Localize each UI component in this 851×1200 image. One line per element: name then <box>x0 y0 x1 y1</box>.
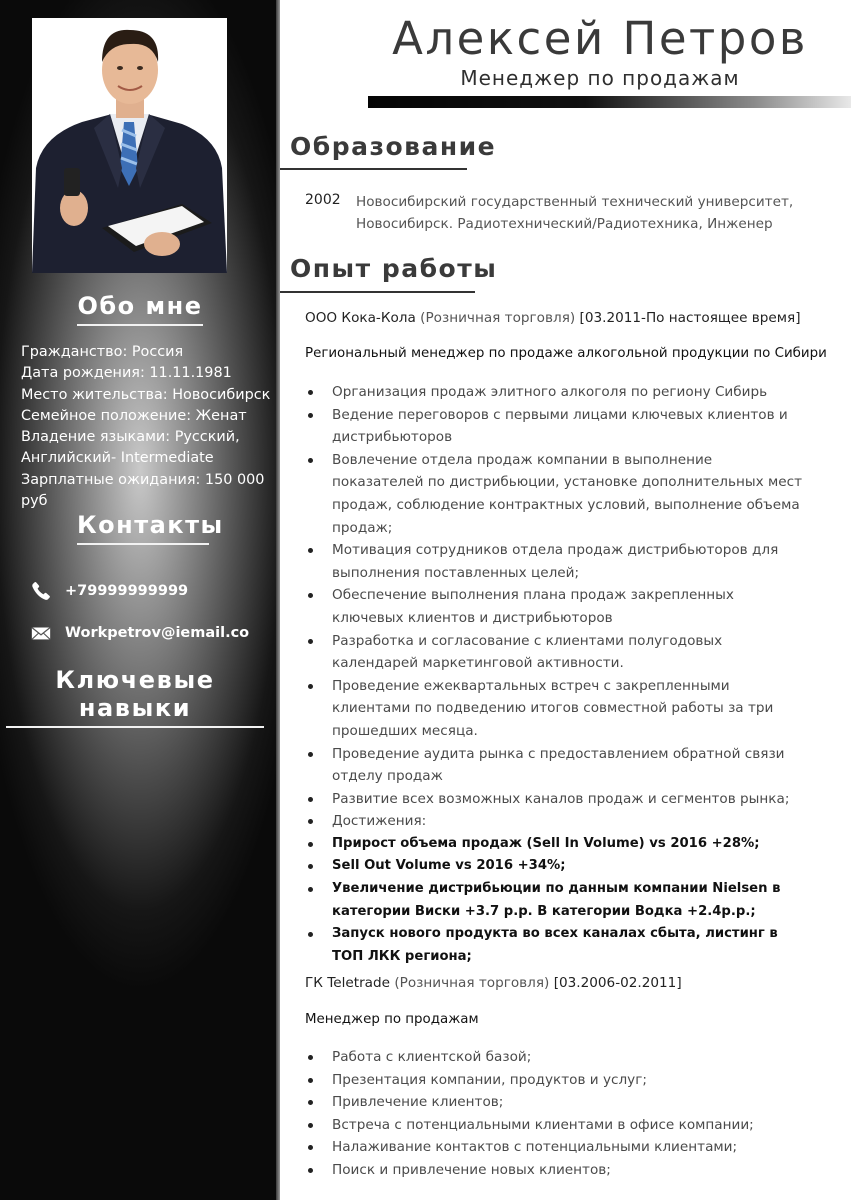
contacts-heading-text: Контакты <box>77 511 224 539</box>
about-item-languages: Владение языками: Русский, Английский- Intermediate <box>21 429 240 467</box>
about-list <box>21 342 271 512</box>
list-item: Разработка и согласование с клиентами полугодовых календарей маркетинговой активности. <box>305 630 805 675</box>
list-item: Достижения: <box>305 810 805 833</box>
contacts-heading-rule <box>77 543 209 545</box>
contacts-heading <box>77 511 224 545</box>
job-1-header <box>305 310 801 326</box>
skills-heading <box>6 666 264 728</box>
mail-icon <box>30 622 52 644</box>
education-heading: Образование <box>290 132 497 161</box>
list-item: Развитие всех возможных каналов продаж и сегментов рынка; <box>305 788 805 811</box>
list-item: Ведение переговоров с первыми лицами ключевых клиентов и дистрибьюторов <box>305 404 805 449</box>
candidate-position: Менеджер по продажам <box>460 66 740 90</box>
phone-number: +79999999999 <box>65 583 189 599</box>
list-item: Встреча с потенциальными клиентами в офисе компании; <box>305 1114 805 1137</box>
achievement-item: Увеличение дистрибьюции по данным компании Nielsen в категории Виски +3.7 р.р. В категории Водка +2.4р.р.; <box>305 878 805 923</box>
education-heading-rule <box>280 168 467 170</box>
about-item-marital-status: Семейное положение: Женат <box>21 407 247 424</box>
about-heading-text: Обо мне <box>77 292 203 320</box>
about-heading-rule <box>77 324 203 326</box>
skills-heading-text: Ключевые навыки <box>55 666 215 722</box>
header-bar <box>368 96 851 108</box>
job-2-title: Менеджер по продажам <box>305 1012 479 1027</box>
job-2-industry: (Розничная торговля) <box>394 975 550 991</box>
list-item: Обеспечение выполнения плана продаж закрепленных ключевых клиентов и дистрибьюторов <box>305 584 805 629</box>
phone-icon <box>30 580 52 602</box>
list-item: Проведение ежеквартальных встреч с закрепленными клиентами по подведению итогов совместной работы за три прошедших месяца. <box>305 675 805 743</box>
contact-email[interactable] <box>30 622 249 644</box>
about-item-citizenship: Гражданство: Россия <box>21 344 184 360</box>
sidebar-edge <box>276 0 280 1200</box>
candidate-name: Алексей Петров <box>392 12 808 65</box>
education-year: 2002 <box>305 192 341 208</box>
list-item: Работа с клиентской базой; <box>305 1046 805 1069</box>
about-heading <box>77 292 203 326</box>
list-item: Вовлечение отдела продаж компании в выполнение показателей по дистрибьюции, установке дополнительных мест продаж, соблюдение контрактных условий, выполнение объема продаж; <box>305 449 805 539</box>
contact-phone[interactable] <box>30 580 188 602</box>
list-item: Налаживание контактов с потенциальными клиентами; <box>305 1136 805 1159</box>
email-address: Workpetrov@iemail.co <box>65 625 250 641</box>
experience-heading-rule <box>280 291 475 293</box>
job-2-duties <box>305 1046 805 1182</box>
experience-heading: Опыт работы <box>290 254 498 283</box>
about-item-birthdate: Дата рождения: 11.11.1981 <box>21 365 232 382</box>
education-text: Новосибирский государственный технический университет, Новосибирск. Радиотехнический/Радиотехника, Инженер <box>356 194 794 232</box>
list-item: Мотивация сотрудников отдела продаж дистрибьюторов для выполнения поставленных целей; <box>305 539 805 584</box>
list-item: Проведение аудита рынка с предоставлением обратной связи отделу продаж <box>305 743 805 788</box>
skills-heading-rule <box>6 726 264 728</box>
list-item: Организация продаж элитного алкоголя по региону Сибирь <box>305 381 805 404</box>
achievement-item: Запуск нового продукта во всех каналах сбыта, листинг в ТОП ЛКК региона; <box>305 923 805 968</box>
job-1-title: Региональный менеджер по продаже алкогольной продукции по Сибири <box>305 346 827 361</box>
list-item: Поиск и привлечение новых клиентов; <box>305 1159 805 1182</box>
achievement-item: Sell Out Volume vs 2016 +34%; <box>305 855 805 878</box>
achievement-item: Прирост объема продаж (Sell In Volume) vs 2016 +28%; <box>305 833 805 856</box>
job-1-duties <box>305 381 805 968</box>
job-1-industry: (Розничная торговля) <box>420 310 576 326</box>
job-2-period: [03.2006-02.2011] <box>553 975 682 991</box>
sidebar <box>0 0 280 1200</box>
list-item: Презентация компании, продуктов и услуг; <box>305 1069 805 1092</box>
about-item-residence: Место жительства: Новосибирск <box>21 386 271 403</box>
job-1-period: [03.2011-По настоящее время] <box>579 310 801 326</box>
job-2-company: ГК Teletrade <box>305 975 390 991</box>
job-1-company: ООО Кока-Кола <box>305 310 416 326</box>
list-item: Привлечение клиентов; <box>305 1091 805 1114</box>
profile-photo <box>32 18 227 273</box>
job-2-header <box>305 975 682 991</box>
about-item-salary: Зарплатные ожидания: 150 000 руб <box>21 471 265 510</box>
